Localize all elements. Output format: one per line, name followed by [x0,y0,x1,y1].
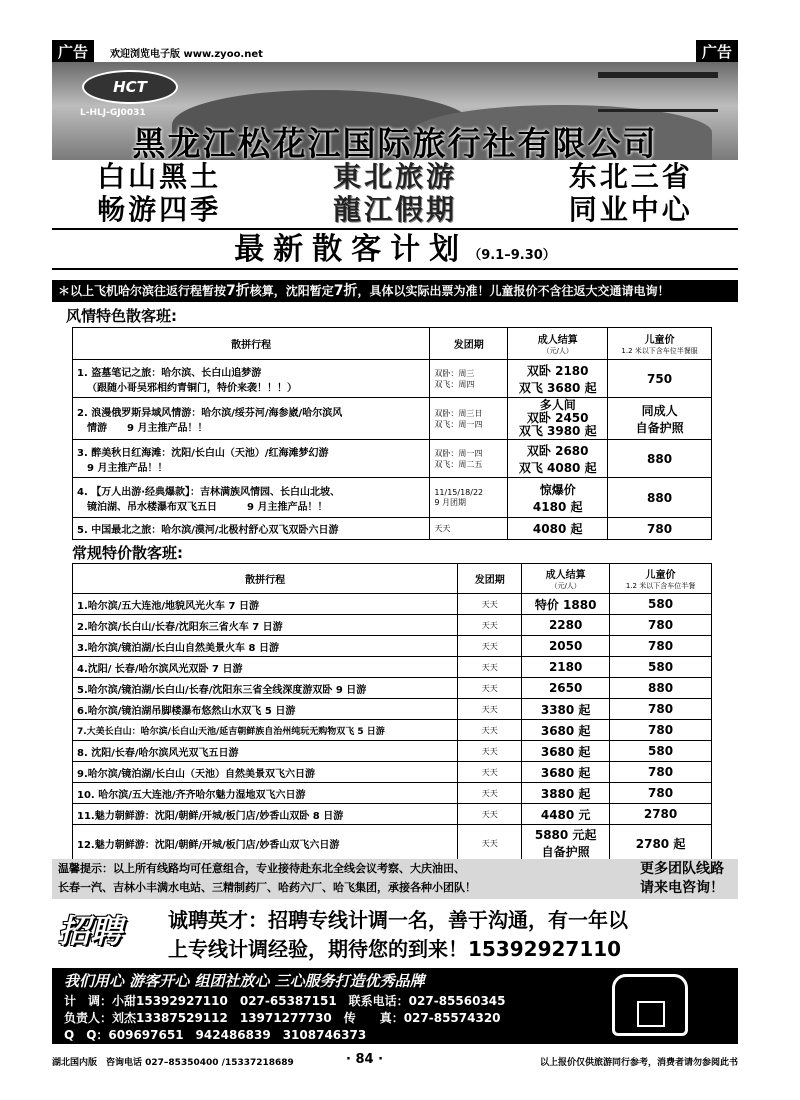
page-number: · 84 · [346,1052,384,1067]
slogan: 同业中心 [568,193,693,226]
col-header-date: 发团期 [430,328,508,360]
table-row: 4.沈阳/ 长春/哈尔滨风光双卧 7 日游 天天 2180 580 [73,657,712,678]
section-title: 常规特价散客班: [72,544,183,562]
contact-line[interactable]: Q Q：609697651 942486839 3108746373 [64,1028,367,1042]
table-row: 5.哈尔滨/镜泊湖/长白山/长春/沈阳东三省全线深度游双卧 9 日游 天天 2650 880 [73,678,712,699]
plan-heading [52,228,738,270]
table-row: 3.哈尔滨/镜泊湖/长白山自然美景火车 8 日游 天天 2050 780 [73,636,712,657]
footer-right: 以上报价仅供旅游同行参考，消费者请勿参阅此书 [539,1058,738,1068]
slogan: 白山黑土 [97,160,222,193]
tip-callout: 更多团队线路 请来电咨询！ [640,861,724,896]
slogan: 龍江假期 [332,193,457,226]
motto: 我们用心 游客开心 组团社放心 三心服务打造优秀品牌 [64,972,425,990]
section-title: 风情特色散客班: [66,307,177,325]
table-row: 5. 中国最北之旅：哈尔滨/漠河/北极村舒心双飞双卧六日游 天天 4080 起 780 [73,518,712,540]
tip-text: 长春一汽、吉林小丰满水电站、三精制药厂、哈药六厂、哈飞集团，承接各种小团队！ [58,881,476,894]
ad-tag-right: 广告 [696,40,738,63]
table-row: 1. 盗墓笔记之旅：哈尔滨、长白山追梦游 （跟随小哥吴邪相约青铜门，特价来袭！！！） 双卧：周三 双飞：周四 双卧 2180 双飞 3680 起 750 [73,360,712,398]
contact-box [52,968,738,1044]
slogan: 東北旅游 [332,160,457,193]
table-row: 6.哈尔滨/镜泊湖吊脚楼瀑布悠然山水双飞 5 日游 天天 3380 起 780 [73,699,712,720]
table-row: 4. 【万人出游·经典爆款】：吉林满族风情园、长白山北坡、 镜泊湖、吊水楼瀑布双飞五日 9 月主推产品！！ 11/15/18/22 9 月团期 惊爆价 4180 起 880 [73,478,712,518]
page-footer [52,1052,738,1072]
company-logo: HCT [82,70,178,104]
table-row: 2.哈尔滨/长白山/长春/沈阳东三省火车 7 日游 天天 2280 780 [73,615,712,636]
table-row: 10. 哈尔滨/五大连池/齐齐哈尔魅力湿地双飞六日游 天天 3880 起 780 [73,783,712,804]
plan-dates: （9.1–9.30） [468,248,556,263]
contact-line[interactable]: 计 调：小甜15392927110 027-65387151 联系电话：027-85560345 [64,994,506,1008]
telephone-icon [612,974,688,1036]
notice-text: ＊以上飞机哈尔滨往返行程暂按 [58,284,227,298]
featured-tours-table [72,327,712,540]
col-header-child: 儿童价 1.2 米以下含车位半餐服 [608,328,712,360]
col-header-date: 发团期 [458,564,522,594]
table-row: 8. 沈阳/长春/哈尔滨风光双飞五日游 天天 3680 起 580 [73,741,712,762]
company-banner [52,62,738,160]
table-row: 1.哈尔滨/五大连池/地貌风光火车 7 日游 天天 特价 1880 580 [73,594,712,615]
contact-line[interactable]: 负责人：刘杰13387529112 13971277730 传 真：027-85574320 [64,1011,501,1025]
notice-bar [52,280,738,302]
table-row: 12.魅力朝鲜游：沈阳/朝鲜/开城/板门店/妙香山双飞六日游 天天 5880 元起 自备护照 2780 起 [73,825,712,862]
notice-text: 核算，沈阳暂定 [249,284,334,298]
col-header-adult: 成人结算 （元/人） [508,328,608,360]
welcome-text[interactable]: 欢迎浏览电子版 www.zyoo.net [110,49,263,60]
table-row: 3. 醉美秋日红海滩：沈阳/长白山（天池）/红海滩梦幻游 9 月主推产品！！ 双卧：周一四 双飞：周二五 双卧 2680 双飞 4080 起 880 [73,440,712,478]
col-header-adult: 成人结算 （元/人） [522,564,610,594]
top-strip [52,40,738,62]
ad-tag-left: 广告 [52,40,94,63]
tip-text: 温馨提示：以上所有线路均可任意组合，专业接待赴东北全线会议考察、大庆油田、 [58,862,465,875]
slogans [52,160,738,226]
col-header-route: 散拼行程 [73,328,430,360]
regular-tours-table [72,563,712,862]
table-row: 2. 浪漫俄罗斯异域风情游：哈尔滨/绥芬河/海参崴/哈尔滨风 情游 9 月主推产品！！ 双卧：周三日 双飞：周一四 多人间 双卧 2450 双飞 3980 起 同成人 自备护照 [73,398,712,440]
gate-graphic [598,72,718,112]
license-code: L-HLJ-GJ0031 [80,108,146,118]
recruit-text: 诚聘英才：招聘专线计调一名，善于沟通，有一年以 上专线计调经验，期待您的到来！15392927110 [168,908,628,961]
table-row: 7.大美长白山：哈尔滨/长白山天池/延吉朝鲜族自治州纯玩无购物双飞 5 日游 天天 3680 起 780 [73,720,712,741]
recruit-section [52,902,738,966]
company-name: 黑龙江松花江国际旅行社有限公司 [132,124,658,160]
table-row: 11.魅力朝鲜游：沈阳/朝鲜/开城/板门店/妙香山双卧 8 日游 天天 4480 元 2780 [73,804,712,825]
slogan: 畅游四季 [97,193,222,226]
recruit-logo: 招聘 [58,912,123,950]
plan-title: 最新散客计划 [234,232,469,267]
col-header-route: 散拼行程 [73,564,458,594]
footer-left: 湖北国内版 咨询电话 027–85350400 /15337218689 [52,1058,294,1068]
notice-text: ，具体以实际出票为准！儿童报价不含往返大交通请电询！ [357,284,670,298]
table-row: 9.哈尔滨/镜泊湖/长白山（天池）自然美景双飞六日游 天天 3680 起 780 [73,762,712,783]
discount: 7折 [226,283,250,299]
tip-box [52,859,738,899]
col-header-child: 儿童价 1.2 米以下含车位半餐 [610,564,712,594]
slogan: 东北三省 [568,160,693,193]
discount: 7折 [333,283,358,299]
